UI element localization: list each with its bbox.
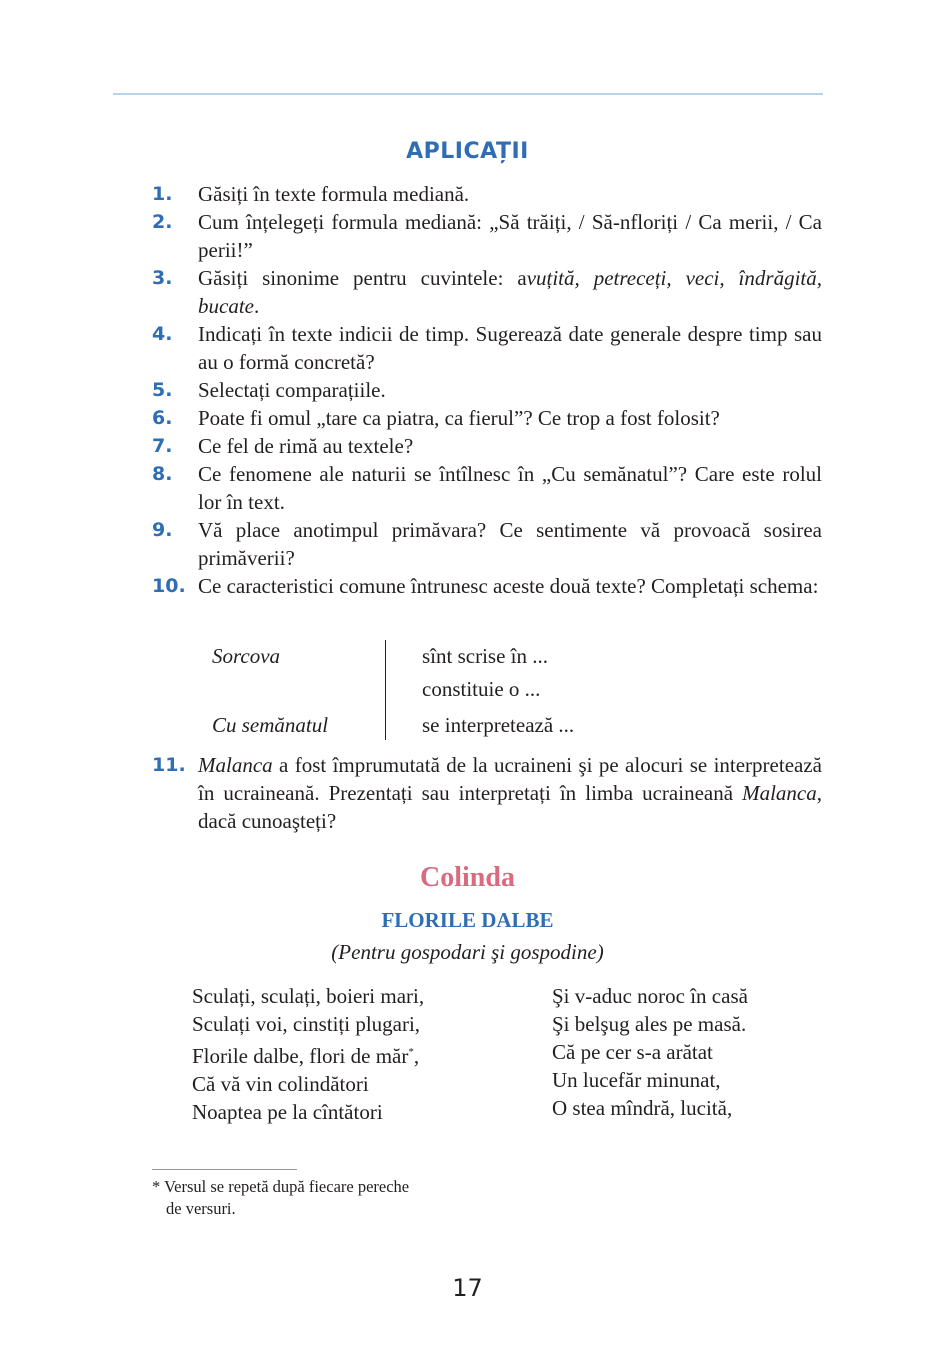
question-4 — [152, 320, 822, 376]
question-text-italic: Malanca — [198, 753, 273, 777]
verse-line: Şi belşug ales pe masă. — [552, 1012, 747, 1036]
question-text-part: Găsiți sinonime pentru cuvintele: a — [198, 266, 527, 290]
question-text — [198, 751, 822, 835]
question-number: 2. — [152, 211, 173, 233]
verse-line: Că pe cer s-a arătat — [552, 1040, 713, 1064]
footnote — [152, 1176, 409, 1220]
top-rule — [113, 93, 823, 95]
question-text: Vă place anotimpul primăvara? Ce sentimente vă provoacă sosirea primăverii? — [198, 518, 822, 570]
question-number: 7. — [152, 435, 173, 457]
song-title: FLORILE DALBE — [381, 908, 554, 932]
question-number: 3. — [152, 267, 173, 289]
verse-column-left — [192, 982, 424, 1126]
question-7 — [152, 432, 822, 460]
scheme-left-item: Cu semănatul — [212, 713, 329, 737]
question-11 — [152, 751, 822, 835]
question-9 — [152, 516, 822, 572]
question-3 — [152, 264, 822, 320]
question-number: 11. — [152, 754, 186, 776]
question-text-part: . — [253, 294, 260, 318]
question-number: 6. — [152, 407, 173, 429]
verse-line: Sculați voi, cinstiți plugari, — [192, 1012, 421, 1036]
colinda-title: Colinda — [420, 862, 515, 893]
question-text-italic: vuțită, petreceți, veci, îndrăgită, bucate — [198, 266, 822, 318]
question-text: Ce fel de rimă au textele? — [198, 434, 414, 458]
verse-column-right — [552, 982, 748, 1122]
question-number: 8. — [152, 463, 173, 485]
question-text-italic: Malanca — [742, 781, 817, 805]
verse-line-text: Florile dalbe, flori de măr — [192, 1044, 409, 1068]
question-text-part: , dacă cunoaşteți? — [198, 781, 822, 833]
scheme-divider — [385, 640, 386, 740]
question-6 — [152, 404, 822, 432]
question-text: Ce caracteristici comune întrunesc aceste două texte? Completați schema: — [198, 574, 819, 598]
question-text: Găsiți în texte formula mediană. — [198, 182, 470, 206]
page-number: 17 — [452, 1274, 483, 1302]
question-text: Ce fenomene ale naturii se întîlnesc în „Cu semănatul”? Care este rolul lor în text. — [198, 462, 822, 514]
footnote-marker: * — [408, 1046, 414, 1058]
question-text-part: a fost împrumutată de la ucraineni şi pe alocuri se interpretează în ucraineană. Prezentați sau interpretați în limba ucraineană — [198, 753, 822, 805]
verse-line: Şi v-aduc noroc în casă — [552, 984, 748, 1008]
scheme-right-item: sînt scrise în ... — [422, 644, 548, 668]
verse-line: Sculați, sculați, boieri mari, — [192, 984, 425, 1008]
question-2 — [152, 208, 822, 264]
question-10 — [152, 572, 822, 600]
question-5 — [152, 376, 822, 404]
question-number: 1. — [152, 183, 173, 205]
scheme-right-item: se interpretează ... — [422, 713, 575, 737]
scheme-left-item: Sorcova — [212, 644, 281, 668]
question-number: 4. — [152, 323, 173, 345]
question-text — [198, 264, 822, 320]
verse-line-punct: , — [413, 1044, 420, 1068]
scheme-right-item: constituie o ... — [422, 677, 541, 701]
song-subtitle: (Pentru gospodari şi gospodine) — [331, 940, 604, 964]
verse-line — [192, 1038, 424, 1070]
verse-line: Că vă vin colindători — [192, 1072, 369, 1096]
question-text: Selectați comparațiile. — [198, 378, 386, 402]
footnote-rule — [152, 1169, 297, 1170]
verse-line: O stea mîndră, lucită, — [552, 1096, 733, 1120]
verse-line: Un lucefăr minunat, — [552, 1068, 721, 1092]
completion-scheme — [212, 640, 632, 740]
question-text: Indicați în texte indicii de timp. Sugerează date generale despre timp sau au o formă concretă? — [198, 322, 822, 374]
section-heading: APLICAȚII — [406, 139, 529, 164]
footnote-line: * Versul se repetă după fiecare pereche — [152, 1177, 410, 1196]
verse-line: Noaptea pe la cîntători — [192, 1100, 383, 1124]
question-number: 10. — [152, 575, 186, 597]
question-text: Poate fi omul „tare ca piatra, ca fierul”? Ce trop a fost folosit? — [198, 406, 720, 430]
question-text: Cum înțelegeți formula mediană: „Să trăiți, / Să-nfloriți / Ca merii, / Ca perii!” — [198, 210, 822, 262]
question-8 — [152, 460, 822, 516]
question-1 — [152, 180, 822, 208]
question-number: 9. — [152, 519, 173, 541]
footnote-line: de versuri. — [166, 1199, 236, 1218]
question-number: 5. — [152, 379, 173, 401]
